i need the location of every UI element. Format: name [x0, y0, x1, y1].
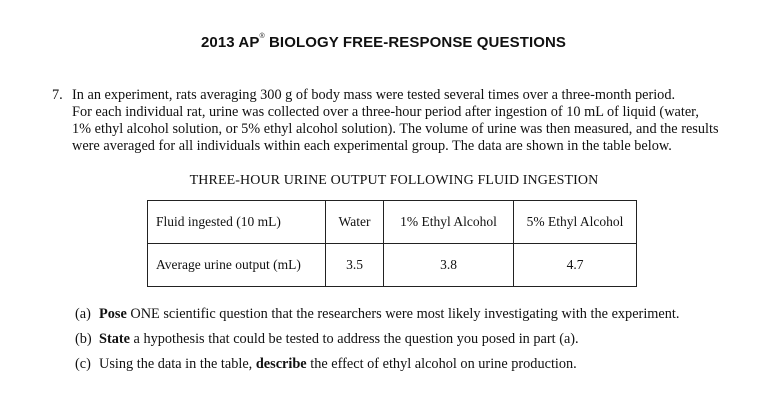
table-title: THREE-HOUR URINE OUTPUT FOLLOWING FLUID INGESTION [189, 173, 599, 188]
part-text: ONE scientific question that the researchers were most likely investigating with the experiment. [126, 306, 680, 322]
page-header [0, 34, 767, 51]
registered-mark: ® [259, 33, 265, 40]
table-cell: Average urine output (mL) [148, 244, 326, 287]
question-line: 1% ethyl alcohol solution, or 5% ethyl alcohol solution). The volume of urine was then measured, and the results [72, 121, 719, 137]
table-cell: Water [326, 201, 384, 244]
header-title-suffix: BIOLOGY FREE-RESPONSE QUESTIONS [264, 34, 567, 51]
question-text [72, 87, 752, 155]
header-title-prefix: 2013 AP [200, 34, 260, 51]
table-cell: 4.7 [514, 244, 637, 287]
part-label: (c) [75, 356, 91, 372]
part-text: the effect of ethyl alcohol on urine production. [306, 356, 577, 372]
question-line: were averaged for all individuals within each experimental group. The data are shown in the table below. [72, 138, 672, 154]
part-label: (b) [75, 331, 92, 347]
question-7 [52, 87, 752, 155]
data-table [147, 200, 637, 287]
table-data-row [148, 244, 637, 287]
part-a [75, 306, 679, 331]
part-verb: describe [255, 356, 307, 372]
part-label: (a) [75, 306, 91, 322]
table-cell: Fluid ingested (10 mL) [148, 201, 326, 244]
table-header-row [148, 201, 637, 244]
table-cell: 3.5 [326, 244, 384, 287]
question-parts [75, 306, 679, 381]
part-verb: State [99, 331, 130, 347]
table-cell: 5% Ethyl Alcohol [514, 201, 637, 244]
question-number: 7. [52, 87, 63, 103]
part-b [75, 331, 679, 356]
table-cell: 1% Ethyl Alcohol [384, 201, 514, 244]
part-verb: Pose [99, 306, 127, 322]
question-line: In an experiment, rats averaging 300 g of body mass were tested several times over a three-month period. [72, 87, 676, 103]
part-c [75, 356, 679, 381]
part-text: a hypothesis that could be tested to address the question you posed in part (a). [129, 331, 579, 347]
part-text-pre: Using the data in the table, [99, 356, 256, 372]
question-line: For each individual rat, urine was collected over a three-hour period after ingestion of 10 mL of liquid (water, [72, 104, 699, 120]
table-cell: 3.8 [384, 244, 514, 287]
